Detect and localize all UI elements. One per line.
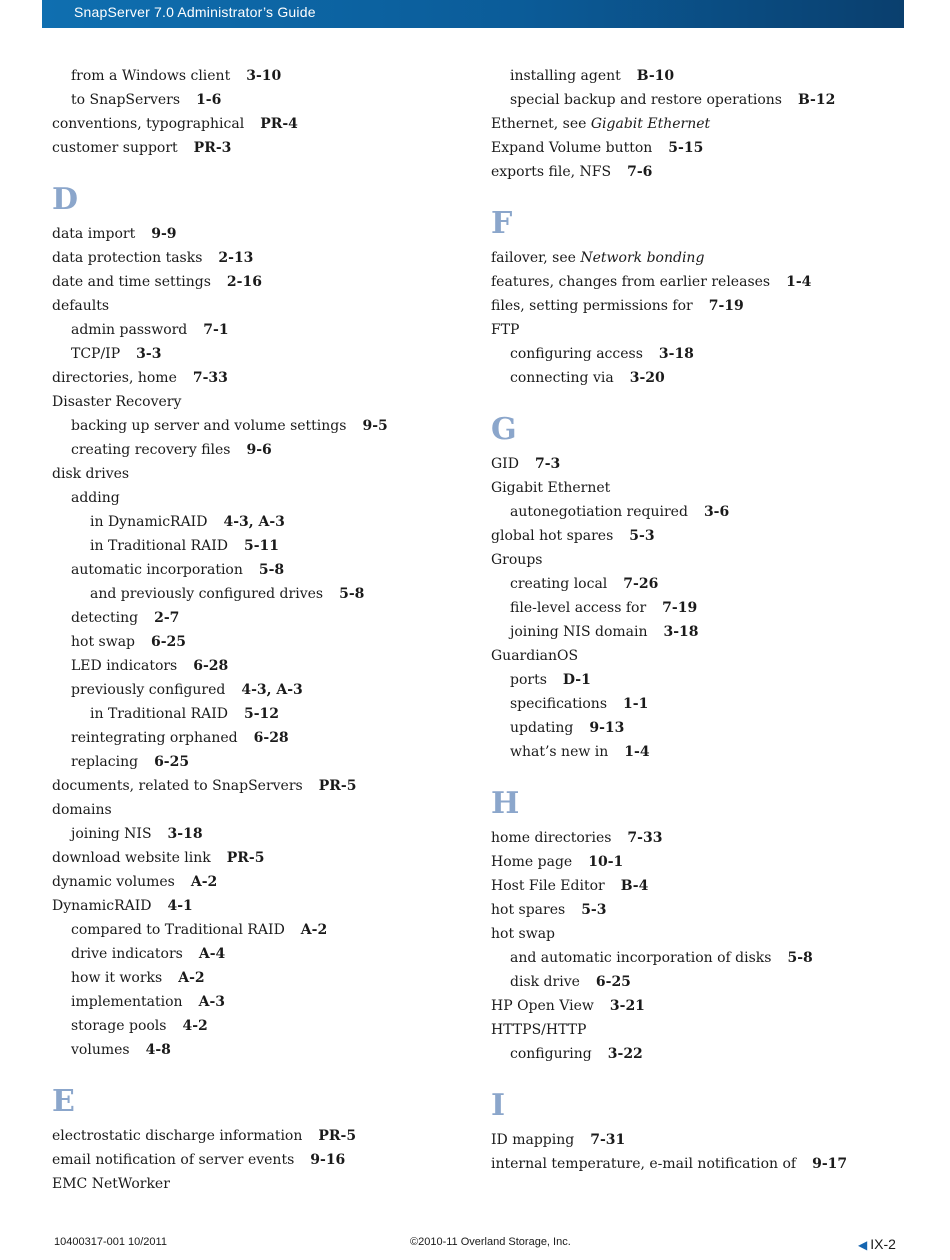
index-entry xyxy=(52,894,472,918)
index-page-reference[interactable]: 2-7 xyxy=(154,610,180,626)
index-entry-term: compared to Traditional RAID xyxy=(71,922,285,938)
index-page-reference[interactable]: 3-20 xyxy=(629,370,665,386)
header-bar xyxy=(42,0,904,28)
index-entry-term: Expand Volume button xyxy=(491,140,653,156)
index-entry xyxy=(491,716,911,740)
index-letter-heading: H xyxy=(491,786,520,821)
index-entry xyxy=(491,572,911,596)
index-entry-term: configuring xyxy=(510,1046,592,1062)
index-entry xyxy=(491,826,911,850)
index-page-reference[interactable]: A-2 xyxy=(190,874,218,890)
index-entry xyxy=(491,160,911,184)
index-entry-term: volumes xyxy=(71,1042,130,1058)
index-page-reference[interactable]: PR-3 xyxy=(193,140,232,156)
index-entry xyxy=(52,726,472,750)
index-entry-term: features, changes from earlier releases xyxy=(491,274,771,290)
index-page-reference[interactable]: 3-3 xyxy=(136,346,162,362)
index-entry xyxy=(52,342,472,366)
index-page-reference[interactable]: 7-33 xyxy=(627,830,663,846)
index-entry-term: data protection tasks xyxy=(52,250,203,266)
index-entry-term: GID xyxy=(491,456,519,472)
index-letter-heading: G xyxy=(491,412,517,447)
index-entry xyxy=(52,486,472,510)
index-entry xyxy=(491,64,911,88)
index-entry xyxy=(52,438,472,462)
index-entry xyxy=(52,390,472,414)
index-entry-term: how it works xyxy=(71,970,163,986)
index-page-reference[interactable]: 6-28 xyxy=(193,658,229,674)
index-entry xyxy=(52,822,472,846)
index-entry-term: hot swap xyxy=(71,634,135,650)
index-entry-term: and previously configured drives xyxy=(90,586,324,602)
index-column-right xyxy=(491,64,911,1176)
index-entry-term: download website link xyxy=(52,850,211,866)
index-entry xyxy=(491,1042,911,1066)
index-entry xyxy=(52,222,472,246)
index-entry xyxy=(491,740,911,764)
index-entry xyxy=(491,524,911,548)
index-page-reference[interactable]: PR-5 xyxy=(318,778,357,794)
index-entry xyxy=(52,246,472,270)
index-entry xyxy=(52,1124,472,1148)
index-entry xyxy=(491,850,911,874)
index-entry xyxy=(52,1148,472,1172)
index-letter-heading: I xyxy=(491,1088,506,1123)
index-page-reference[interactable]: B-10 xyxy=(636,68,675,84)
index-entry-term: directories, home xyxy=(52,370,177,386)
index-entry xyxy=(491,994,911,1018)
index-entry-term: GuardianOS xyxy=(491,648,579,664)
index-entry-term: installing agent xyxy=(510,68,621,84)
index-entry xyxy=(491,246,911,270)
index-entry-term: HP Open View xyxy=(491,998,594,1014)
index-entry-term: from a Windows client xyxy=(71,68,231,84)
index-entry-term: disk drive xyxy=(510,974,580,990)
index-entry-term: DynamicRAID xyxy=(52,898,152,914)
index-page-reference[interactable]: 10-1 xyxy=(588,854,624,870)
index-entry xyxy=(491,136,911,160)
index-page-reference[interactable]: 6-28 xyxy=(253,730,289,746)
index-entry-term: exports file, NFS xyxy=(491,164,612,180)
index-page-reference[interactable]: 4-3, A-3 xyxy=(241,682,303,698)
index-page-reference[interactable]: 5-3 xyxy=(581,902,607,918)
index-entry xyxy=(491,668,911,692)
index-page-reference[interactable]: 7-26 xyxy=(623,576,659,592)
index-entry-term: in DynamicRAID xyxy=(90,514,208,530)
index-entry-term: electrostatic discharge information xyxy=(52,1128,303,1144)
index-entry-term: storage pools xyxy=(71,1018,167,1034)
index-page-reference[interactable]: 7-3 xyxy=(534,456,561,472)
index-see-reference[interactable]: Gigabit Ethernet xyxy=(590,116,711,132)
index-entry xyxy=(52,1014,472,1038)
index-entry-term: drive indicators xyxy=(71,946,183,962)
index-entry xyxy=(491,946,911,970)
index-entry xyxy=(491,1152,911,1176)
previous-page-arrow-icon[interactable]: ◀ xyxy=(858,1238,868,1252)
index-page-reference[interactable]: 5-8 xyxy=(339,586,365,602)
index-page-reference[interactable]: 4-8 xyxy=(145,1042,171,1058)
index-entry xyxy=(52,88,472,112)
index-entry-term: home directories xyxy=(491,830,612,846)
index-entry xyxy=(52,702,472,726)
index-entry xyxy=(491,366,911,390)
index-entry xyxy=(491,452,911,476)
index-page-reference[interactable]: 2-16 xyxy=(226,274,262,290)
index-entry-term: Disaster Recovery xyxy=(52,394,182,410)
document-title: SnapServer 7.0 Administrator’s Guide xyxy=(74,4,316,20)
index-entry xyxy=(491,342,911,366)
index-page-reference[interactable]: 3-18 xyxy=(658,346,694,362)
index-page-reference[interactable]: D-1 xyxy=(562,672,591,688)
index-entry xyxy=(52,64,472,88)
index-entry-term: autonegotiation required xyxy=(510,504,688,520)
index-entry-term: updating xyxy=(510,720,574,736)
index-entry xyxy=(52,318,472,342)
index-entry-term: in Traditional RAID xyxy=(90,706,228,722)
index-entry xyxy=(491,898,911,922)
index-entry xyxy=(52,990,472,1014)
index-column-left xyxy=(52,64,472,1196)
index-page-reference[interactable]: 7-19 xyxy=(662,600,698,616)
index-page-reference[interactable]: 3-10 xyxy=(246,68,282,84)
index-entry xyxy=(491,596,911,620)
index-letter-heading: E xyxy=(52,1084,75,1119)
index-page-reference[interactable]: 1-4 xyxy=(624,744,650,760)
index-entry-term: date and time settings xyxy=(52,274,211,290)
index-page-reference[interactable]: 9-16 xyxy=(310,1152,346,1168)
index-page-reference[interactable]: 7-19 xyxy=(708,298,744,314)
index-entry xyxy=(491,1128,911,1152)
index-entry xyxy=(52,798,472,822)
index-entry xyxy=(52,462,472,486)
index-page-reference[interactable]: 3-22 xyxy=(607,1046,643,1062)
footer-doc-number: 10400317-001 10/2011 xyxy=(54,1236,167,1248)
index-entry-term: HTTPS/HTTP xyxy=(491,1022,587,1038)
index-entry xyxy=(52,270,472,294)
index-entry-term: special backup and restore operations xyxy=(510,92,782,108)
index-entry-term: configuring access xyxy=(510,346,643,362)
footer-copyright: ©2010-11 Overland Storage, Inc. xyxy=(410,1236,571,1248)
index-page-reference[interactable]: 5-3 xyxy=(629,528,655,544)
index-entry xyxy=(491,294,911,318)
index-page-reference[interactable]: 3-21 xyxy=(609,998,645,1014)
index-entry xyxy=(491,1018,911,1042)
index-entry-term: disk drives xyxy=(52,466,130,482)
index-page-reference[interactable]: 5-8 xyxy=(258,562,285,578)
index-entry xyxy=(491,874,911,898)
index-entry xyxy=(52,942,472,966)
index-page-reference[interactable]: 5-15 xyxy=(668,140,704,156)
index-entry-term: customer support xyxy=(52,140,178,156)
index-entry-term: domains xyxy=(52,802,112,818)
index-page-reference[interactable]: 7-6 xyxy=(627,164,653,180)
index-entry xyxy=(52,846,472,870)
index-entry-term: EMC NetWorker xyxy=(52,1176,170,1192)
index-page-reference[interactable]: 4-3, A-3 xyxy=(223,514,285,530)
index-entry-term: Ethernet, see xyxy=(491,116,591,132)
index-entry-term: TCP/IP xyxy=(71,346,121,362)
index-entry-term: connecting via xyxy=(510,370,614,386)
index-entry xyxy=(52,582,472,606)
index-entry-term: backing up server and volume settings xyxy=(71,418,347,434)
index-page-reference[interactable]: A-4 xyxy=(198,946,226,962)
index-entry xyxy=(491,476,911,500)
index-page-reference[interactable]: 5-11 xyxy=(244,538,280,554)
index-entry-term: LED indicators xyxy=(71,658,178,674)
page-number-label: IX-2 xyxy=(870,1236,896,1252)
index-entry xyxy=(52,1172,472,1196)
index-entry-term: creating local xyxy=(510,576,608,592)
index-entry-term: internal temperature, e-mail notification of xyxy=(491,1156,797,1172)
index-page-reference[interactable]: 1-1 xyxy=(623,696,649,712)
index-page-reference[interactable]: 9-6 xyxy=(246,442,272,458)
index-page-reference[interactable]: 3-18 xyxy=(663,624,699,640)
index-entry xyxy=(52,750,472,774)
index-entry-term: hot spares xyxy=(491,902,566,918)
index-entry-term: previously configured xyxy=(71,682,226,698)
index-entry-term: conventions, typographical xyxy=(52,116,245,132)
index-entry-term: failover, see xyxy=(491,250,581,266)
index-entry-term: ID mapping xyxy=(491,1132,575,1148)
index-page-reference[interactable]: 1-4 xyxy=(786,274,812,290)
index-entry-term: email notification of server events xyxy=(52,1152,295,1168)
index-page-reference[interactable]: 5-12 xyxy=(244,706,280,722)
index-entry xyxy=(491,112,911,136)
index-entry xyxy=(52,136,472,160)
index-entry xyxy=(52,558,472,582)
index-entry xyxy=(52,606,472,630)
index-entry xyxy=(52,918,472,942)
index-entry xyxy=(491,500,911,524)
index-page-reference[interactable]: 9-13 xyxy=(589,720,625,736)
index-entry xyxy=(491,88,911,112)
index-entry-term: automatic incorporation xyxy=(71,562,243,578)
index-entry xyxy=(52,366,472,390)
index-page-reference[interactable]: PR-5 xyxy=(318,1128,357,1144)
index-letter-heading: F xyxy=(491,206,513,241)
index-entry-term: joining NIS xyxy=(71,826,152,842)
index-page-reference[interactable]: A-2 xyxy=(300,922,328,938)
index-entry-term: what’s new in xyxy=(510,744,609,760)
index-letter-heading: D xyxy=(52,182,79,217)
index-entry-term: global hot spares xyxy=(491,528,614,544)
index-entry-term: defaults xyxy=(52,298,110,314)
index-entry xyxy=(491,548,911,572)
index-entry xyxy=(52,414,472,438)
index-entry xyxy=(52,112,472,136)
index-entry-term: data import xyxy=(52,226,136,242)
index-page-reference[interactable]: 6-25 xyxy=(595,974,631,990)
index-entry xyxy=(52,774,472,798)
index-entry xyxy=(52,870,472,894)
index-see-reference[interactable]: Network bonding xyxy=(580,250,705,266)
index-entry-term: hot swap xyxy=(491,926,555,942)
index-entry xyxy=(52,966,472,990)
index-entry-term: adding xyxy=(71,490,120,506)
index-entry-term: files, setting permissions for xyxy=(491,298,693,314)
index-page-reference[interactable]: PR-4 xyxy=(260,116,298,132)
index-entry-term: Home page xyxy=(491,854,573,870)
index-entry-term: Host File Editor xyxy=(491,878,605,894)
index-entry-term: in Traditional RAID xyxy=(90,538,228,554)
index-entry-term: and automatic incorporation of disks xyxy=(510,950,772,966)
index-page-reference[interactable]: 2-13 xyxy=(218,250,254,266)
index-page-reference[interactable]: A-2 xyxy=(178,970,205,986)
index-page-reference[interactable]: 6-25 xyxy=(154,754,190,770)
index-entry-term: to SnapServers xyxy=(71,92,181,108)
index-entry xyxy=(52,678,472,702)
index-page-reference[interactable]: 3-18 xyxy=(167,826,203,842)
index-entry xyxy=(491,270,911,294)
index-entry-term: file-level access for xyxy=(510,600,647,616)
index-entry-term: replacing xyxy=(71,754,139,770)
index-page-reference[interactable]: 6-25 xyxy=(151,634,187,650)
index-entry-term: FTP xyxy=(491,322,520,338)
index-page-reference[interactable]: B-4 xyxy=(620,878,649,894)
index-page-reference[interactable]: 9-9 xyxy=(151,226,177,242)
index-entry xyxy=(491,318,911,342)
index-entry-term: documents, related to SnapServers xyxy=(52,778,303,794)
index-entry xyxy=(52,654,472,678)
index-entry xyxy=(52,630,472,654)
index-entry-term: ports xyxy=(510,672,547,688)
index-page-reference[interactable]: B-12 xyxy=(797,92,836,108)
index-page-reference[interactable]: 9-5 xyxy=(362,418,388,434)
index-page-reference[interactable]: 7-1 xyxy=(203,322,229,338)
index-entry-term: implementation xyxy=(71,994,183,1010)
index-page-reference[interactable]: 3-6 xyxy=(703,504,730,520)
index-page-reference[interactable]: 9-17 xyxy=(812,1156,848,1172)
index-page-reference[interactable]: 4-1 xyxy=(167,898,193,914)
index-entry xyxy=(491,970,911,994)
index-entry-term: joining NIS domain xyxy=(510,624,648,640)
index-entry xyxy=(491,922,911,946)
index-entry-term: reintegrating orphaned xyxy=(71,730,238,746)
index-page-reference[interactable]: 4-2 xyxy=(182,1018,208,1034)
index-entry-term: dynamic volumes xyxy=(52,874,175,890)
index-entry xyxy=(491,620,911,644)
index-entry xyxy=(52,510,472,534)
index-entry xyxy=(52,1038,472,1062)
index-page-reference[interactable]: A-3 xyxy=(198,994,225,1010)
index-page-reference[interactable]: 7-33 xyxy=(192,370,228,386)
index-page-reference[interactable]: PR-5 xyxy=(226,850,265,866)
index-entry xyxy=(52,534,472,558)
index-entry xyxy=(491,692,911,716)
index-entry-term: admin password xyxy=(71,322,188,338)
index-entry-term: Gigabit Ethernet xyxy=(491,480,611,496)
index-page-reference[interactable]: 1-6 xyxy=(196,92,222,108)
page-number xyxy=(858,1236,896,1252)
index-page-reference[interactable]: 5-8 xyxy=(787,950,813,966)
index-entry-term: detecting xyxy=(71,610,139,626)
index-entry xyxy=(52,294,472,318)
index-page-reference[interactable]: 7-31 xyxy=(590,1132,626,1148)
index-entry-term: Groups xyxy=(491,552,543,568)
index-entry-term: specifications xyxy=(510,696,608,712)
index-entry xyxy=(491,644,911,668)
index-entry-term: creating recovery files xyxy=(71,442,231,458)
